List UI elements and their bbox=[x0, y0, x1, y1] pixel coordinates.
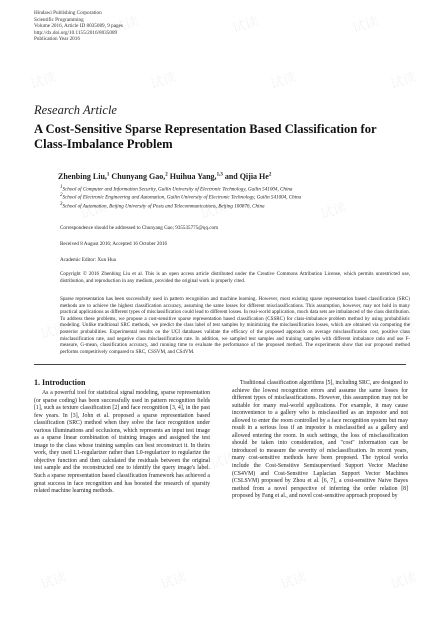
author-name: Huihua Yang, bbox=[169, 172, 217, 181]
watermark: 试读 bbox=[388, 70, 419, 93]
watermark: 试读 bbox=[78, 200, 109, 223]
received-accepted-dates: Received 8 August 2016; Accepted 16 October 2016 bbox=[60, 241, 168, 247]
watermark: 试读 bbox=[278, 570, 309, 593]
affiliation-list bbox=[60, 185, 301, 210]
article-category: Research Article bbox=[34, 103, 117, 117]
watermark: 试读 bbox=[148, 70, 179, 93]
journal-name: Scientific Programming bbox=[34, 16, 84, 23]
doi-link[interactable]: http://dx.doi.org/10.1155/2016/8035089 bbox=[34, 29, 118, 36]
right-column bbox=[232, 380, 408, 501]
author-affiliation-marker: 2 bbox=[268, 172, 272, 178]
affiliation: 2School of Electronic Engineering and Automation, Guilin University of Electronic Technology, Guilin 541004, China bbox=[60, 193, 302, 202]
watermark: 试读 bbox=[110, 14, 141, 37]
author-affiliation-marker: 1 bbox=[106, 172, 110, 178]
watermark: 试读 bbox=[158, 570, 189, 593]
academic-editor: Academic Editor: Xun Hua bbox=[60, 257, 116, 263]
body-paragraph: As a powerful tool for statistical signal modeling, sparse representation (or sparse coding) has been successfully used in pattern recognition fields [1], such as texture classification [2] and face recognition [3, 4], in the past few years. In [3], John et al. proposed a sparse representation based classification (SRC) method when they solve the face recognition under various illuminations and occlusions, which represents an input test image as a sparse linear combination of training images and assigned the test image to the class whose training samples can best reconstruct it. In theirs work, they used L1-regularizer rather than L0-regularizer to regularize the objective function and then calculated the residuals between the original test sample and the reconstructed one to identify the query image's label. Such a sparse representation based classification framework has achieved a great success in face recognition and has boosted the research of sparsity related machine learning methods. bbox=[34, 390, 210, 495]
watermark: 试读 bbox=[278, 320, 309, 343]
watermark: 试读 bbox=[208, 450, 239, 473]
abstract: Sparse representation has been successfully used in pattern recognition and machine learning. However, most existing sparse representation based classification (SRC) methods are to achieve the highest classification accuracy, assuming the same losses for different misclassifications. This assumption, however, may not hold in many practical applications as different types of misclassification could lead to different losses. In real-world application, much data sets are imbalanced of the class distribution. To address these problems, we propose a cost-sensitive sparse representation based classification (CSSRC) for class-imbalance problem method by using probabilistic modeling. Unlike traditional SRC methods, we predict the class label of test samples by minimizing the misclassification losses, which are obtained via computing the posterior probabilities. Experimental results on the UCI databases validate the efficacy of the proposed approach on average misclassification cost, positive class misclassification rate, and negative class misclassification rate. In addition, we sampled test samples and training samples with different imbalance ratio and use F-measure, G-mean, classification accuracy, and running time to evaluate the performance of the proposed method. The experiments show that our proposed method performs competitively compared to SRC, CSSVM, and CS4VM. bbox=[60, 296, 410, 355]
watermark: 试读 bbox=[38, 570, 69, 593]
author-affiliation-marker: 1,3 bbox=[216, 172, 223, 178]
copyright-notice: Copyright © 2016 Zhenbing Liu et al. This is an open access article distributed under the Creative Commons Attribution License, which permits unrestricted use, distribution, and reproduction in any medium, provided the original work is properly cited. bbox=[60, 271, 410, 284]
author-affiliation-marker: 2 bbox=[165, 172, 168, 178]
watermark: 试读 bbox=[318, 200, 349, 223]
section-heading: 1. Introduction bbox=[34, 378, 86, 387]
watermark: 试读 bbox=[158, 320, 189, 343]
section-divider bbox=[34, 364, 406, 365]
publisher-name: Hindawi Publishing Corporation bbox=[34, 10, 102, 16]
watermark: 试读 bbox=[388, 570, 419, 593]
watermark: 试读 bbox=[268, 70, 299, 93]
author-name: Chunyang Gao, bbox=[111, 172, 166, 181]
author-name: Zhenbing Liu, bbox=[58, 172, 107, 181]
watermark: 试读 bbox=[230, 14, 261, 37]
publication-info bbox=[34, 10, 123, 43]
volume-info: Volume 2016, Article ID 8035089, 9 pages bbox=[34, 23, 123, 30]
affiliation: 3School of Automation, Beijing University of Posts and Telecommunications, Beijing 100876, China bbox=[60, 201, 265, 210]
watermark: 试读 bbox=[38, 320, 69, 343]
affiliation: 1School of Computer and Information Security, Guilin University of Electronic Technology, Guilin 541004, China bbox=[60, 185, 293, 193]
watermark: 试读 bbox=[388, 320, 419, 343]
watermark: 试读 bbox=[198, 200, 229, 223]
correspondence-note: Correspondence should be addressed to Chunyang Gao; 935535775@qq.com bbox=[60, 225, 219, 231]
article-title: A Cost-Sensitive Sparse Representation Based Classification for Class-Imbalance Problem bbox=[34, 122, 377, 151]
publication-year: Publication Year 2016 bbox=[34, 36, 80, 43]
left-column bbox=[34, 390, 210, 496]
author-name: and Qijia He bbox=[224, 172, 269, 181]
watermark: 试读 bbox=[28, 70, 59, 93]
watermark: 试读 bbox=[88, 450, 119, 473]
body-paragraph: Traditional classification algorithms [5], including SRC, are designed to achieve the lowest recognition errors and assume the same losses for different types of misclassifications. However, this assumption may not be suitable for many real-world applications. For example, it may cause inconvenience to a gallery who is misclassified as an impostor and not allowed to enter the room controlled by a face recognition system but may result in a serious loss if an impostor is misclassified as a gallery and allowed entering the room. In such settings, the loss of misclassification should be taken into consideration, and "cost" information can be introduced to measure the severity of misclassification. In recent years, many cost-sensitive methods have been proposed. The typical works include the Cost-Sensitive Semisupervised Support Vector Machine (CS4VM) and Cost-Sensitive Laplacian Support Vector Machines (CSLSVM) proposed by Zhou et al. [6, 7], a cost-sensitive Naive Bayes method from a novel perspective of inferring the order relation [8] proposed by Fang et al., and novel cost-sensitive approach proposed by bbox=[232, 380, 408, 500]
author-list bbox=[58, 172, 271, 181]
watermark: 试读 bbox=[328, 450, 359, 473]
watermark: 试读 bbox=[350, 14, 381, 37]
